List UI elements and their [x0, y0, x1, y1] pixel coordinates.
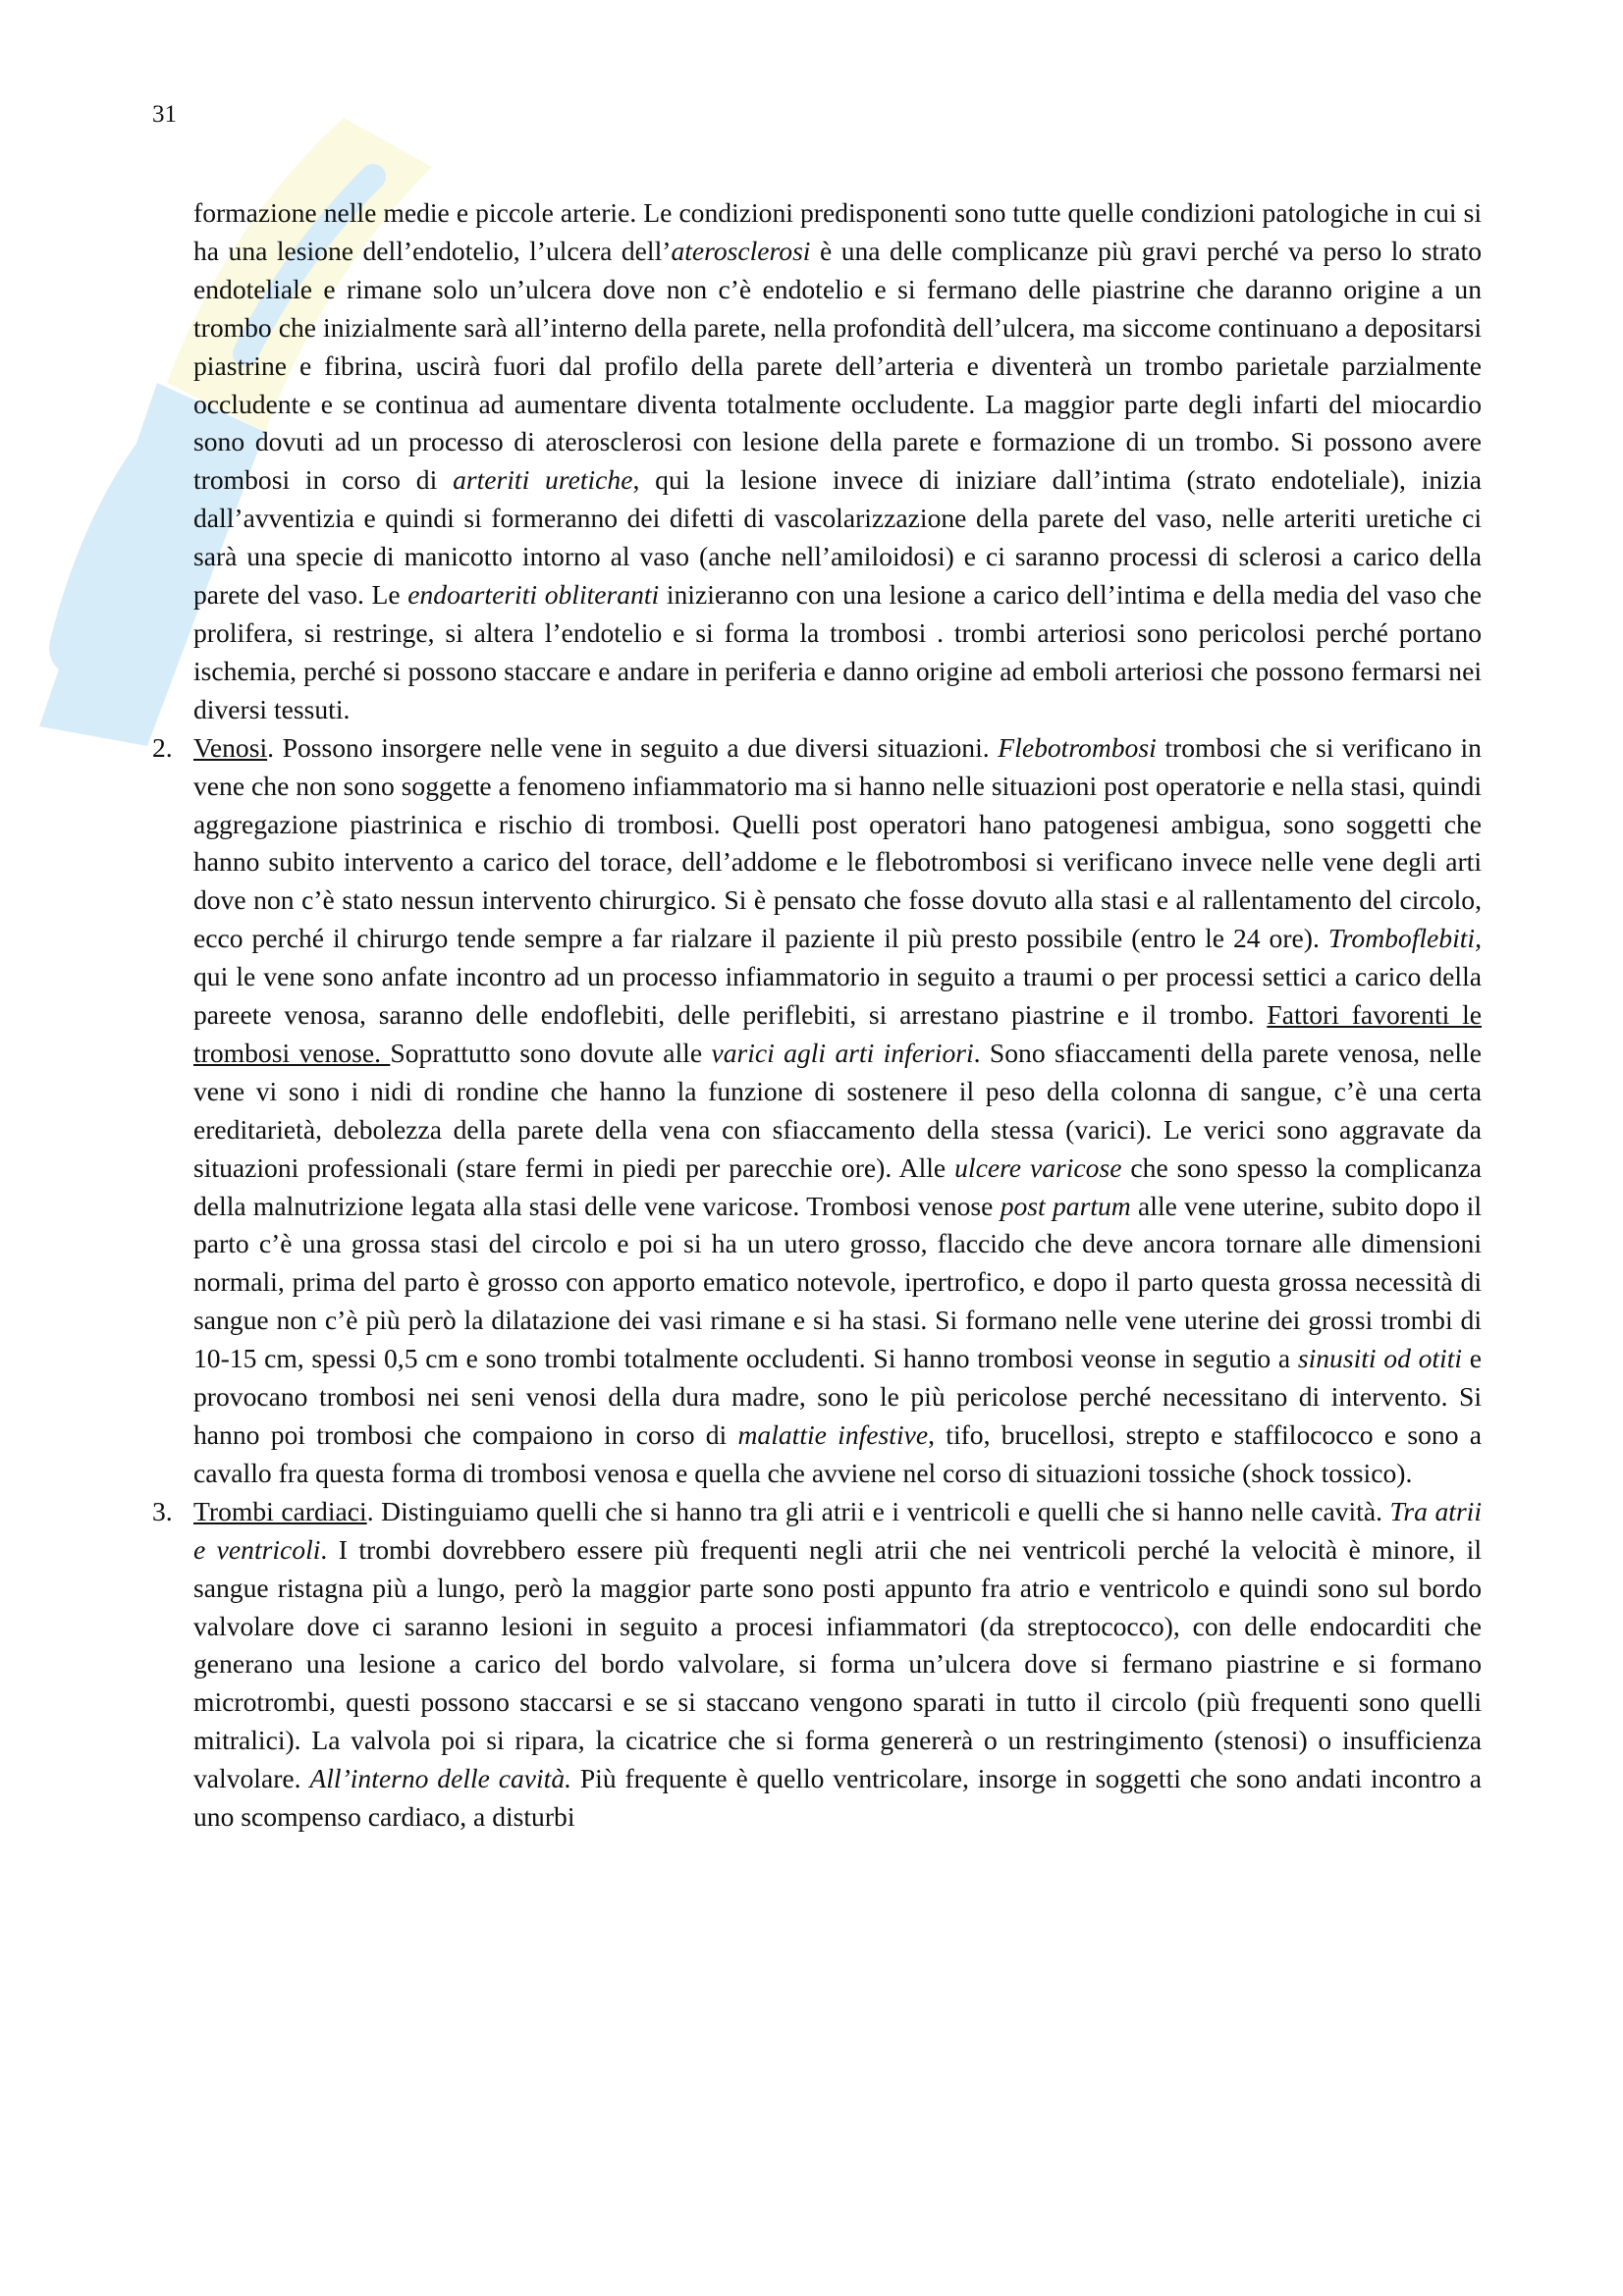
text-run: . Sono sfiaccamenti della parete venosa, nelle vene vi sono i nidi di rondine che hanno la funzione di sostenere il peso della colonna di sangue, c’è una certa ereditarietà, debolezza della parete della vena con sfiaccamento della stessa (varici). Le verici sono aggravate da situazioni professionali (stare fermi in piedi per parecchie ore). Alle — [193, 1037, 1482, 1183]
italic-term: All’interno delle cavità. — [309, 1763, 572, 1794]
text-run: alle vene uterine, subito dopo il parto c’è una grossa stasi del circolo e poi si ha un utero grosso, flaccido che deve ancora tornare alle dimensioni normali, prima del parto è grosso con apporto ematico notevole, ipertrofico, e dopo il parto questa grossa necessità di sangue non c’è più però la dilatazione dei vasi rimane e si ha stasi. Si formano nelle vene uterine dei grossi trombi di 10-15 cm, spessi 0,5 cm e sono trombi totalmente occludenti. Si hanno trombosi veonse in segutio a — [193, 1190, 1482, 1374]
text-run: . Distinguiamo quelli che si hanno tra gli atrii e i ventricoli e quelli che si hanno nelle cavità. — [366, 1495, 1390, 1526]
italic-term: endoarteriti obliteranti — [407, 579, 660, 611]
text-run: Più frequente è quello ventricolare, insorge in soggetti che sono andati incontro a uno scompenso cardiaco, a disturbi — [193, 1763, 1483, 1833]
list-item-text — [193, 729, 1482, 1493]
text-run: è una delle complicanze più gravi perché va perso lo strato endoteliale e rimane solo un’ulcera dove non c’è endotelio e si fermano delle piastrine che daranno origine a un trombo che inizialmente sarà all’interno della parete, nella profondità dell’ulcera, ma siccome continuano a depositarsi piastrine e fibrina, uscirà fuori dal profilo della parete dell’arteria e diventerà un trombo parietale parzialmente occludente e se continua ad aumentare diventa totalmente occludente. La maggior parte degli infarti del miocardio sono dovuti ad un processo di aterosclerosi con lesione della parete e formazione di un trombo. Si possono avere trombosi in corso di — [193, 235, 1483, 496]
text-run: Soprattutto sono dovute alle — [390, 1037, 712, 1068]
list-item-text — [193, 1493, 1482, 1837]
list-item-number: 3. — [152, 1495, 173, 1526]
list-item — [152, 729, 1483, 1493]
italic-term: ulcere varicose — [954, 1151, 1122, 1183]
text-run: . I trombi dovrebbero essere più frequenti negli atrii che nei ventricoli perché la velocità è minore, il sangue ristagna più a lungo, però la maggior parte sono posti appunto fra atrio e ventricolo e quindi sono sul bordo valvolare dove ci saranno lesioni in seguito a procesi infiammatori (da streptococco), con delle endocarditi che generano una lesione a carico del bordo valvolare, si forma un’ulcera dove si fermano piastrine e si formano microtrombi, questi possono staccarsi e se si staccano vengono sparati in tutto il circolo (più frequenti sono quelli mitralici). La valvola poi si ripara, la cicatrice che si forma genererà o un restringimento (stenosi) o insufficienza valvolare. — [193, 1533, 1483, 1794]
text-run: formazione nelle medie e piccole arterie. Le condizioni predisponenti sono tutte quelle condizioni patologiche in cui si ha una lesione dell’endotelio, l’ulcera dell’ — [193, 197, 1482, 266]
text-run: inizieranno con una lesione a carico dell’intima e della media del vaso che prolifera, si restringe, si altera l’endotelio e si forma la trombosi . trombi arteriosi sono pericolosi perché portano ischemia, perché si possono staccare e andare in periferia e danno origine ad emboli arteriosi che possono fermarsi nei diversi tessuti. — [193, 579, 1483, 724]
italic-term: Tromboflebiti, — [1327, 923, 1482, 954]
text-run: . Possono insorgere nelle vene in seguito a due diversi situazioni. — [267, 731, 999, 763]
italic-term: malattie infestive — [737, 1419, 929, 1450]
italic-term: Flebotrombosi — [998, 731, 1157, 763]
text-run: , qui la lesione invece di iniziare dall’intima (strato endoteliale), inizia dall’avventizia e quindi si formeranno dei difetti di vascolarizzazione della parete del vaso, nelle arteriti uretiche ci sarà una specie di manicotto intorno al vaso (anche nell’amiloidosi) e ci saranno processi di sclerosi a carico della parete del vaso. Le — [193, 464, 1482, 611]
italic-term: varici agli arti inferiori — [711, 1037, 974, 1068]
page-body — [152, 194, 1483, 1837]
paragraph-continued — [193, 194, 1482, 729]
italic-term: arteriti uretiche — [453, 464, 633, 496]
text-run: , tifo, brucellosi, strepto e staffilococco e sono a cavallo fra questa forma di trombosi venosa e quella che avviene nel corso di situazioni tossiche (shock tossico). — [193, 1419, 1482, 1488]
list-item-number: 2. — [152, 731, 173, 763]
underlined-heading: Trombi cardiaci — [193, 1495, 367, 1526]
italic-term: Tra atrii e ventricoli — [193, 1495, 1483, 1565]
italic-term: sinusiti od otiti — [1297, 1343, 1463, 1374]
text-run: qui le vene sono anfate incontro ad un processo infiammatorio in seguito a traumi o per processi settici a carico della pareete venosa, saranno delle endoflebiti, delle periflebiti, si arrestano piastrine e il trombo. — [193, 961, 1482, 1031]
italic-term: aterosclerosi — [671, 235, 811, 266]
text-run: trombosi che si verificano in vene che non sono soggette a fenomeno infiammatorio ma si hanno nelle situazioni post operatorie e nella stasi, quindi aggregazione piastrinica e rischio di trombosi. Quelli post operatori hano patogenesi ambigua, sono soggetti che hanno subito intervento a carico del torace, dell’addome e le flebotrombosi si verificano invece nelle vene degli arti dove non c’è stato nessun intervento chirurgico. Si è pensato che fosse dovuto alla stasi e al rallentamento del circolo, ecco perché il chirurgo tende sempre a far rialzare il paziente il più presto possibile (entro le 24 ore). — [193, 731, 1482, 954]
italic-term: post partum — [1000, 1190, 1131, 1221]
text-run: e provocano trombosi nei seni venosi della dura madre, sono le più pericolose perché necessitano di intervento. Si hanno poi trombosi che compaiono in corso di — [193, 1343, 1482, 1450]
underlined-heading: Venosi — [193, 731, 268, 763]
underlined-heading: Fattori favorenti le trombosi venose. — [193, 999, 1483, 1068]
list-item — [152, 1493, 1483, 1837]
text-run: che sono spesso la complicanza della malnutrizione legata alla stasi delle vene varicose. Trombosi venose — [193, 1151, 1482, 1221]
numbered-list — [152, 729, 1483, 1837]
page-number: 31 — [152, 101, 177, 128]
